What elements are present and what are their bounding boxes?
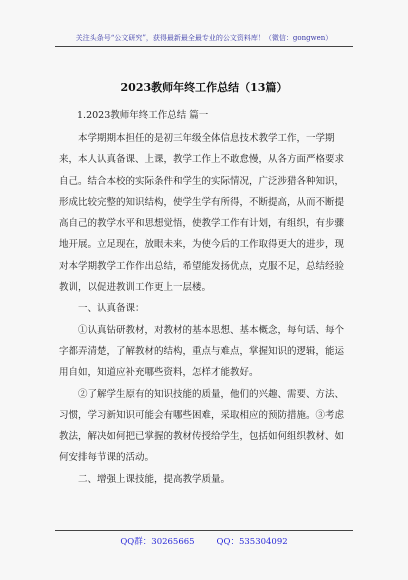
header-banner: 关注头条号“公文研究”，获得最新最全最专业的公文资料库！（微信：gongwen） bbox=[75, 34, 333, 42]
paragraph-intro: 本学期期本担任的是初三年级全体信息技术教学工作，一学期来，本人认真备课、上课，教学工作上不敢怠慢，从各方面严格要求自己。结合本校的实际条件和学生的实际情况，广泛涉猎各种知识，形成比较完整的知识结构，使学生学有所得，不断提高，从而不断提高自己的教学水平和思想觉悟，使教学工作有计划，有组织，有步骤地开展。立足现在，放眼未来，为使今后的工作取得更大的进步，现对本学期教学工作作出总结，希望能发扬优点，克服不足，总结经验教训，以促进教训工作更上一层楼。 bbox=[59, 133, 345, 294]
document-body bbox=[59, 128, 351, 490]
paragraph-heading-2: 二、增强上课技能，提高教学质量。 bbox=[78, 473, 231, 485]
footer-qq-group: QQ群：30265665 bbox=[120, 537, 195, 547]
paragraph-item-1: ①认真钻研教材，对教材的基本思想、基本概念，每句话、每个字都弄清楚，了解教材的结构，重点与难点，掌握知识的逻辑，能运用自如，知道应补充哪些资料，怎样才能教好。 bbox=[59, 324, 345, 379]
footer-qq: QQ：535304092 bbox=[216, 537, 288, 547]
footer-divider bbox=[55, 530, 353, 531]
paragraph-item-2: ②了解学生原有的知识技能的质量，他们的兴趣、需要、方法、习惯，学习新知识可能会有哪些困难，采取相应的预防措施。③考虑教法，解决如何把已掌握的教材传授给学生，包括如何组织教材、如何安排每节课的活动。 bbox=[59, 388, 345, 464]
paragraph-heading-1: 一、认真备课： bbox=[78, 303, 145, 315]
document-title: 2023教师年终工作总结（13篇） bbox=[120, 81, 288, 94]
section-heading: 1.2023教师年终工作总结 篇一 bbox=[77, 110, 209, 121]
footer-contacts bbox=[0, 535, 408, 547]
header-divider bbox=[55, 46, 353, 47]
